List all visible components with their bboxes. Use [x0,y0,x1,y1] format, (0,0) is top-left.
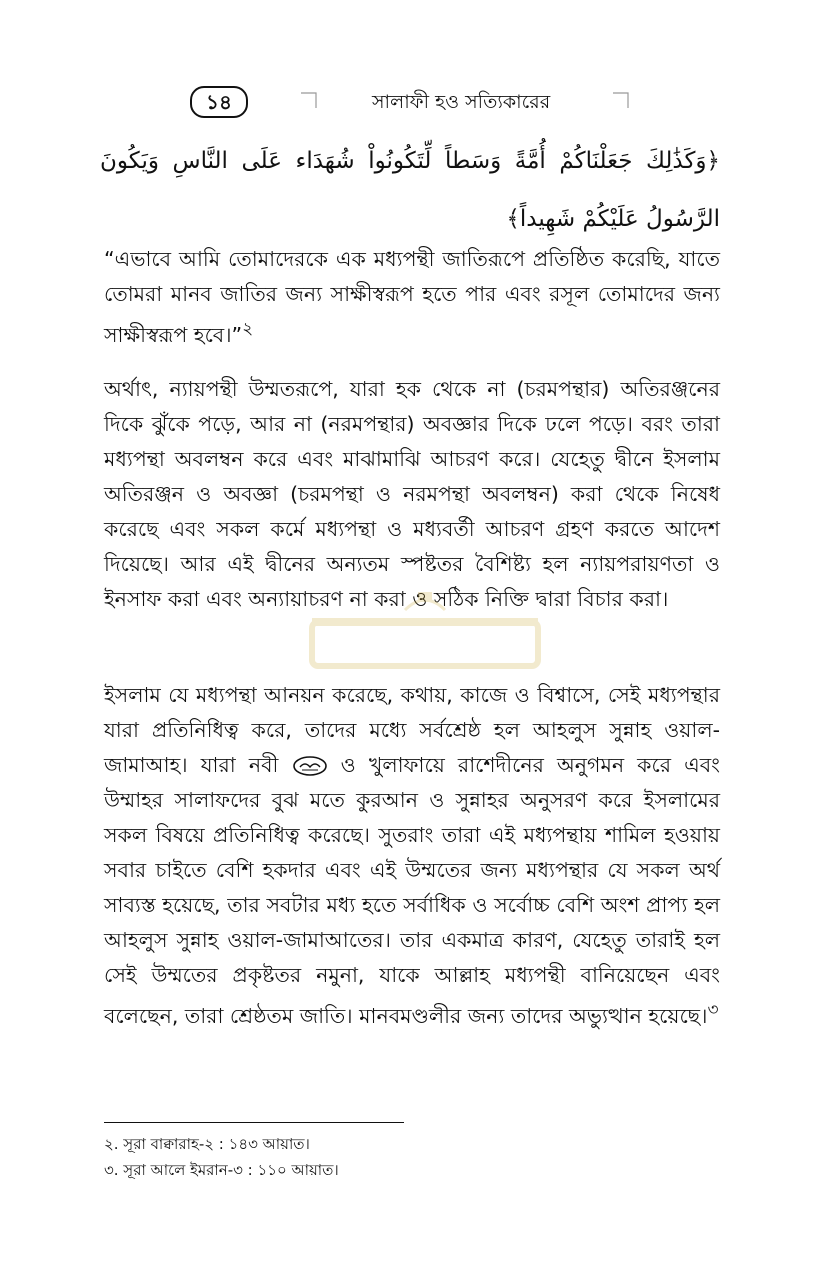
salutation-seal-icon [292,755,328,777]
explanation-paragraph: অর্থাৎ, ন্যায়পন্থী উম্মতরূপে, যারা হক থেকে না (চরমপন্থার) অতিরঞ্জনের দিকে ঝুঁকে পড়ে, আর না (নরমপন্থার) অবজ্ঞার দিকে ঢলে পড়ে। বরং তারা মধ্যপন্থা অবলম্বন করে এবং মাঝামাঝি আচরণ করে। যেহেতু দ্বীনে ইসলাম অতিরঞ্জন ও অবজ্ঞা (চরমপন্থা ও নরমপন্থা অবলম্বন) করা থেকে নিষেধ করেছে এবং সকল কর্মে মধ্যপন্থা ও মধ্যবর্তী আচরণ গ্রহণ করতে আদেশ দিয়েছে। আর এই দ্বীনের অন্যতম স্পষ্টতর বৈশিষ্ট্য হল ন্যায়পরায়ণতা ও ইনসাফ করা এবং অন্যায়াচরণ না করা ও সঠিক নিক্তি দ্বারা বিচার করা। [104,377,720,611]
translation-text: “এভাবে আমি তোমাদেরকে এক মধ্যপন্থী জাতিরূপে প্রতিষ্ঠিত করেছি, যাতে তোমরা মানব জাতির জন্য সাক্ষীস্বরূপ হতে পার এবং রসূল তোমাদের জন্য সাক্ষীস্বরূপ হবে।” [104,247,721,347]
watermark-logo [300,588,550,678]
ahlus-sunnah-paragraph [104,678,720,1034]
footnote-2: ২. সূরা বাক্বারাহ-২ : ১৪৩ আয়াত। [104,1135,310,1153]
running-title: সালাফী হও সত্যিকারের [372,91,551,113]
header-left-tick-icon [300,92,318,110]
ahlus-sunnah-text-2: ও খুলাফায়ে রাশেদীনের অনুগমন করে এবং উম্মাহর সালাফদের বুঝ মতে কুরআন ও সুন্নাহর অনুসরণ করে ইসলামের সকল বিষয়ে প্রতিনিধিত্ব করেছে। সুতরাং তারা এই মধ্যপন্থায় শামিল হওয়ায় সবার চাইতে বেশি হকদার এবং এই উম্মতের জন্য মধ্যপন্থার যে সকল অর্থ সাব্যস্ত হয়েছে, তার সবটার মধ্য হতে সর্বাধিক ও সর্বোচ্চ বেশি অংশ প্রাপ্য হল আহলুস সুন্নাহ ওয়াল-জামাআতের। তার একমাত্র কারণ, যেহেতু তারাই হল সেই উম্মতের প্রকৃষ্টতর নমুনা, যাকে আল্লাহ মধ্যপন্থী বানিয়েছেন এবং বলেছেন, তারা শ্রেষ্ঠতম জাতি। মানবমণ্ডলীর জন্য তাদের অভ্যুত্থান হয়েছে। [104,753,720,1028]
ahlus-sunnah-text-1: ইসলাম যে মধ্যপন্থা আনয়ন করেছে, কথায়, কাজে ও বিশ্বাসে, সেই মধ্যপন্থার যারা প্রতিনিধিত্ব করে, তাদের মধ্যে সর্বশ্রেষ্ঠ হল আহলুস সুন্নাহ ওয়াল-জামাআহ। যারা নবী [104,683,720,777]
footnote-ref-2[interactable]: ২ [242,319,254,339]
page-number-badge: ১৪ [190,86,248,118]
translation-paragraph [104,242,720,353]
header-right-tick-icon [612,92,630,110]
footnote-ref-3[interactable]: ৩ [707,1000,719,1020]
footnote-3: ৩. সূরা আলে ইমরান-৩ : ১১০ আয়াত। [104,1161,339,1179]
footnote-divider [104,1122,404,1123]
arabic-verse: ﴿وَكَذَٰلِكَ جَعَلْنَاكُمْ أُمَّةً وَسَطاً لِّتَكُونُواْ شُهَدَاء عَلَى النَّاسِ وَيَكُونَ الرَّسُولُ عَلَيْكُمْ شَهِيداً﴾ [100,148,720,232]
